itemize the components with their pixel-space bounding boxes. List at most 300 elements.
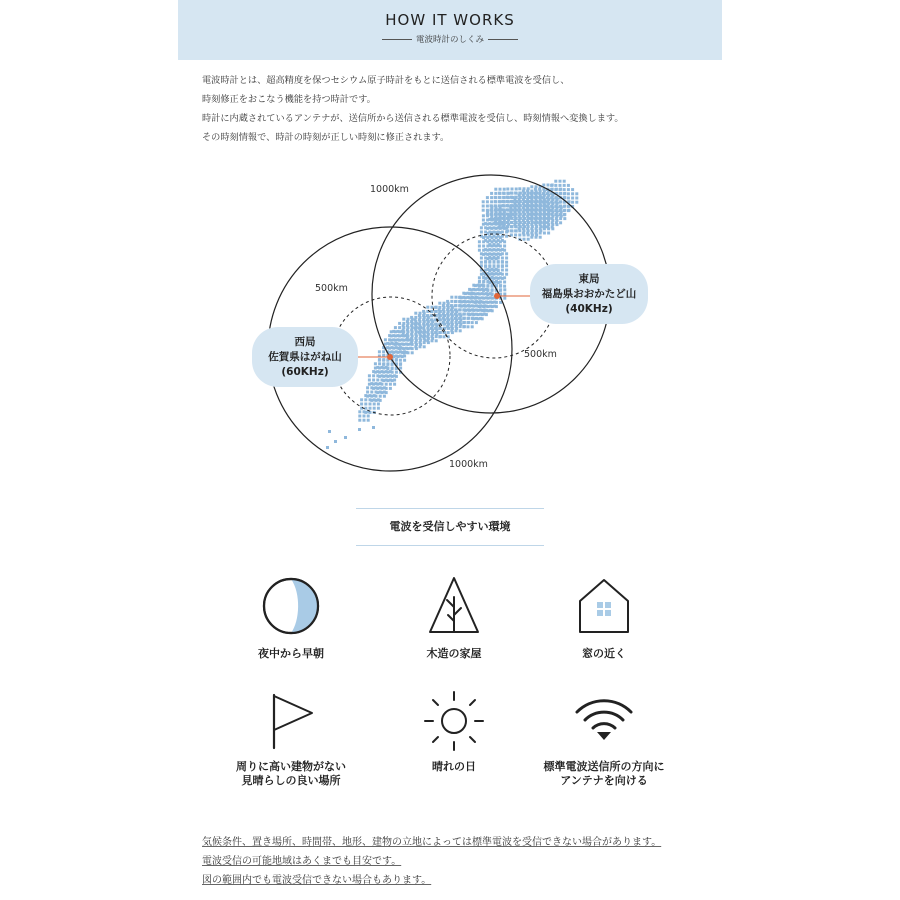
- map-dot: [450, 304, 453, 307]
- map-dot: [446, 321, 449, 324]
- map-dot: [499, 236, 502, 239]
- map-dot: [559, 200, 562, 203]
- map-dot: [487, 301, 490, 304]
- map-dot: [486, 276, 489, 279]
- map-dot: [367, 415, 370, 418]
- intro-line: その時刻情報で、時計の時刻が正しい時刻に修正されます。: [202, 132, 450, 143]
- map-dot: [499, 231, 502, 234]
- west-station-marker: [387, 354, 393, 360]
- map-dot: [484, 231, 487, 234]
- map-dot: [547, 215, 550, 218]
- map-dot: [526, 219, 529, 222]
- map-dot: [487, 280, 490, 283]
- map-dot: [427, 341, 430, 344]
- map-dot: [518, 238, 521, 241]
- map-dot: [491, 284, 494, 287]
- map-dot: [459, 317, 462, 320]
- map-dot: [390, 339, 393, 342]
- map-dot: [518, 206, 521, 209]
- map-dot: [530, 219, 533, 222]
- map-dot: [447, 327, 450, 330]
- map-dot: [488, 244, 491, 247]
- map-dot: [419, 330, 422, 333]
- east-station-marker: [494, 293, 500, 299]
- map-dot: [543, 219, 546, 222]
- map-dot: [503, 209, 506, 212]
- map-dot: [531, 221, 534, 224]
- map-dot: [463, 304, 466, 307]
- map-dot: [414, 327, 417, 330]
- map-dot: [423, 345, 426, 348]
- map-dot: [495, 223, 498, 226]
- map-dot: [431, 329, 434, 332]
- map-dot: [368, 379, 371, 382]
- map-dot: [462, 317, 465, 320]
- map-dot: [535, 229, 538, 232]
- map-dot: [467, 296, 470, 299]
- map-dot: [438, 302, 441, 305]
- sun-icon: [423, 690, 485, 752]
- map-dot: [468, 296, 471, 299]
- map-dot: [398, 343, 401, 346]
- map-dot: [484, 273, 487, 276]
- map-dot: [467, 317, 470, 320]
- map-dot: [511, 217, 514, 220]
- map-dot: [395, 359, 398, 362]
- map-dot: [514, 229, 517, 232]
- map-dot: [434, 310, 437, 313]
- map-dot: [535, 213, 538, 216]
- map-dot: [547, 213, 550, 216]
- tip-sunny-day-label: 晴れの日: [432, 760, 476, 773]
- map-dot: [488, 269, 491, 272]
- map-dot: [502, 221, 505, 224]
- map-dot: [490, 223, 493, 226]
- map-dot: [543, 194, 546, 197]
- map-dot: [535, 219, 538, 222]
- map-dot: [477, 301, 480, 304]
- map-dot: [494, 188, 497, 191]
- map-dot: [514, 211, 517, 214]
- map-dot: [415, 339, 418, 342]
- map-dot: [386, 346, 389, 349]
- map-dot: [522, 202, 525, 205]
- map-dot: [459, 304, 462, 307]
- map-dot: [499, 289, 502, 292]
- map-dot: [467, 313, 470, 316]
- map-dot: [378, 355, 381, 358]
- map-dot: [470, 297, 473, 300]
- map-dot: [493, 231, 496, 234]
- map-dot: [438, 331, 441, 334]
- map-dot: [411, 318, 414, 321]
- map-dot: [539, 198, 542, 201]
- map-dot: [499, 227, 502, 230]
- map-dot: [387, 362, 390, 365]
- map-dot: [506, 204, 509, 207]
- map-dot: [542, 188, 545, 191]
- map-dot: [406, 324, 409, 327]
- map-dot: [366, 386, 369, 389]
- map-dot: [514, 221, 517, 224]
- map-dot: [402, 330, 405, 333]
- map-dot: [378, 375, 381, 378]
- map-dot: [455, 327, 458, 330]
- map-dot: [542, 200, 545, 203]
- map-dot: [363, 419, 366, 422]
- map-dot: [503, 210, 506, 213]
- map-dot: [464, 309, 467, 312]
- tip-near-window-label: 窓の近く: [582, 647, 626, 660]
- map-dot: [506, 230, 509, 233]
- map-dot: [410, 329, 413, 332]
- map-dot: [484, 269, 487, 272]
- map-dot: [497, 281, 500, 284]
- page-subtitle-text: 電波時計のしくみ: [415, 35, 484, 45]
- map-dot: [447, 302, 450, 305]
- map-dot: [372, 379, 375, 382]
- map-dot: [486, 219, 489, 222]
- map-dot: [535, 211, 538, 214]
- map-dot: [483, 313, 486, 316]
- map-dot: [543, 206, 546, 209]
- map-dot: [519, 221, 522, 224]
- map-dot: [514, 206, 517, 209]
- map-dot: [543, 227, 546, 230]
- map-dot: [502, 200, 505, 203]
- map-dot: [426, 314, 429, 317]
- note-line: 気候条件、置き場所、時間帯、地形、建物の立地によっては標準電波を受信できない場合があります。: [202, 837, 662, 848]
- map-dot: [490, 196, 493, 199]
- map-dot: [498, 209, 501, 212]
- map-dot: [511, 188, 514, 191]
- map-dot: [488, 256, 491, 259]
- map-dot: [384, 343, 387, 346]
- map-dot: [402, 318, 405, 321]
- map-dot: [472, 284, 475, 287]
- map-dot: [377, 403, 380, 406]
- map-dot: [435, 323, 438, 326]
- map-dot: [493, 301, 496, 304]
- map-dot: [493, 305, 496, 308]
- map-dot: [486, 289, 489, 292]
- map-dot: [419, 337, 422, 340]
- map-dot: [510, 229, 513, 232]
- map-dot: [493, 269, 496, 272]
- map-dot: [446, 300, 449, 303]
- map-dot: [494, 196, 497, 199]
- tip-antenna-direction-label: 標準電波送信所の方向に アンテナを向ける: [543, 760, 665, 787]
- map-dot: [395, 363, 398, 366]
- map-dot: [539, 200, 542, 203]
- map-dot: [535, 198, 538, 201]
- map-dot: [430, 310, 433, 313]
- map-dot: [431, 331, 434, 334]
- map-dot: [464, 292, 467, 295]
- map-dot: [531, 192, 534, 195]
- map-dot: [554, 197, 557, 200]
- map-dot: [498, 221, 501, 224]
- map-dot: [478, 297, 481, 300]
- map-dot: [489, 301, 492, 304]
- map-dot: [482, 305, 485, 308]
- map-dot: [499, 285, 502, 288]
- map-dot: [488, 281, 491, 284]
- map-dot: [370, 395, 373, 398]
- map-dot: [450, 321, 453, 324]
- map-dot: [471, 308, 474, 311]
- map-dot: [490, 214, 493, 217]
- map-dot: [486, 240, 489, 243]
- map-dot: [515, 217, 518, 220]
- map-dot: [401, 355, 404, 358]
- map-dot: [542, 197, 545, 200]
- map-dot: [401, 351, 404, 354]
- map-dot: [391, 367, 394, 370]
- map-dot: [438, 319, 441, 322]
- map-dot: [503, 249, 506, 252]
- map-dot: [378, 362, 381, 365]
- map-dot: [438, 323, 441, 326]
- map-dot: [498, 213, 501, 216]
- map-dot: [423, 312, 426, 315]
- map-dot: [514, 196, 517, 199]
- map-dot: [414, 337, 417, 340]
- map-dot: [499, 206, 502, 209]
- map-dot: [526, 194, 529, 197]
- map-dot: [488, 248, 491, 251]
- map-dot: [373, 411, 376, 414]
- map-dot: [543, 198, 546, 201]
- map-dot: [482, 253, 485, 256]
- map-dot: [477, 296, 480, 299]
- map-dot: [419, 343, 422, 346]
- map-dot: [443, 319, 446, 322]
- map-dot: [374, 371, 377, 374]
- map-dot: [370, 391, 373, 394]
- map-dot: [501, 231, 504, 234]
- map-dot: [499, 192, 502, 195]
- map-dot: [497, 208, 500, 211]
- map-dot: [497, 277, 500, 280]
- map-dot: [559, 221, 562, 224]
- map-dot: [439, 335, 442, 338]
- map-dot: [547, 223, 550, 226]
- map-dot: [467, 313, 470, 316]
- map-dot: [531, 234, 534, 237]
- map-dot: [523, 217, 526, 220]
- map-dot: [472, 301, 475, 304]
- map-dot: [364, 403, 367, 406]
- map-dot: [482, 285, 485, 288]
- map-dot: [509, 206, 512, 209]
- intro-line: 時刻修正をおこなう機能を持つ時計です。: [202, 94, 376, 105]
- map-dot: [506, 196, 509, 199]
- map-dot: [547, 206, 550, 209]
- map-dot: [551, 223, 554, 226]
- map-dot: [522, 194, 525, 197]
- map-dot: [369, 411, 372, 414]
- map-dot: [503, 276, 506, 279]
- map-dot: [495, 289, 498, 292]
- map-dot: [488, 231, 491, 234]
- map-dot: [393, 379, 396, 382]
- map-dot: [394, 326, 397, 329]
- map-dot: [551, 213, 554, 216]
- map-dot: [471, 296, 474, 299]
- map-dot: [447, 323, 450, 326]
- map-dot: [427, 316, 430, 319]
- east-station-name: 東局: [578, 273, 600, 285]
- map-dot: [419, 326, 422, 329]
- map-dot: [462, 321, 465, 324]
- map-dot: [389, 383, 392, 386]
- map-dot: [375, 382, 378, 385]
- map-dot: [411, 322, 414, 325]
- map-dot: [467, 325, 470, 328]
- page-title: HOW IT WORKS: [385, 11, 515, 29]
- map-dot: [493, 257, 496, 260]
- map-dot: [535, 202, 538, 205]
- map-dot: [551, 198, 554, 201]
- map-dot: [531, 200, 534, 203]
- map-dot: [539, 202, 542, 205]
- map-dot: [503, 217, 506, 220]
- map-dot: [550, 192, 553, 195]
- map-dot: [563, 188, 566, 191]
- map-dot: [410, 324, 413, 327]
- map-dot: [488, 239, 491, 242]
- map-dot: [497, 222, 500, 225]
- map-dot: [523, 204, 526, 207]
- map-dot: [506, 225, 509, 228]
- map-dot: [510, 225, 513, 228]
- map-dot: [389, 387, 392, 390]
- map-dot: [506, 200, 509, 203]
- map-dot: [391, 362, 394, 365]
- map-dot: [490, 231, 493, 234]
- map-dot: [502, 225, 505, 228]
- map-dot: [395, 350, 398, 353]
- range-label-east-500km: 500km: [524, 349, 557, 360]
- map-dot: [484, 235, 487, 238]
- map-dot: [462, 296, 465, 299]
- map-dot: [489, 309, 492, 312]
- map-dot: [374, 367, 377, 370]
- map-dot: [538, 213, 541, 216]
- map-dot: [463, 313, 466, 316]
- map-dot: [491, 293, 494, 296]
- map-dot: [554, 209, 557, 212]
- map-dot: [419, 345, 422, 348]
- map-dot: [550, 205, 553, 208]
- map-dot: [495, 257, 498, 260]
- map-dot: [419, 341, 422, 344]
- map-dot: [535, 200, 538, 203]
- map-dot: [547, 219, 550, 222]
- map-dot: [493, 296, 496, 299]
- map-dot: [497, 257, 500, 260]
- map-dot: [490, 206, 493, 209]
- map-dot: [385, 370, 388, 373]
- map-dot: [544, 208, 547, 211]
- map-dot: [538, 217, 541, 220]
- map-dot: [555, 192, 558, 195]
- map-dot: [468, 305, 471, 308]
- map-dot: [376, 383, 379, 386]
- map-dot: [526, 227, 529, 230]
- map-dot: [499, 223, 502, 226]
- map-dot: [480, 264, 483, 267]
- west-station-callout: [252, 327, 358, 387]
- map-dot: [543, 223, 546, 226]
- map-dot: [410, 316, 413, 319]
- map-dot: [535, 225, 538, 228]
- map-dot: [527, 238, 530, 241]
- map-dot: [503, 196, 506, 199]
- map-dot: [398, 335, 401, 338]
- map-dot: [495, 272, 498, 275]
- map-dot: [539, 236, 542, 239]
- map-dot: [369, 403, 372, 406]
- map-dot: [486, 236, 489, 239]
- map-dot: [563, 184, 566, 187]
- map-dot: [463, 300, 466, 303]
- map-dot: [369, 407, 372, 410]
- map-dot: [538, 209, 541, 212]
- map-dot: [547, 188, 550, 191]
- map-dot: [563, 192, 566, 195]
- map-dot: [414, 329, 417, 332]
- map-dot: [415, 347, 418, 350]
- map-dot: [491, 276, 494, 279]
- map-dot: [431, 327, 434, 330]
- map-dot: [539, 194, 542, 197]
- map-dot: [443, 314, 446, 317]
- map-dot: [459, 313, 462, 316]
- map-dot: [493, 265, 496, 268]
- map-dot: [515, 209, 518, 212]
- map-dot: [370, 399, 373, 402]
- map-dot: [385, 387, 388, 390]
- map-dot: [385, 366, 388, 369]
- map-dot: [530, 190, 533, 193]
- map-dot: [491, 301, 494, 304]
- map-dot: [439, 310, 442, 313]
- map-dot: [409, 343, 412, 346]
- map-dot: [546, 197, 549, 200]
- map-dot: [543, 215, 546, 218]
- map-dot: [381, 366, 384, 369]
- map-dot: [482, 249, 485, 252]
- map-dot: [471, 313, 474, 316]
- map-dot: [411, 335, 414, 338]
- map-dot: [514, 217, 517, 220]
- map-dot: [382, 379, 385, 382]
- map-dot: [501, 265, 504, 268]
- map-dot: [407, 343, 410, 346]
- map-dot: [481, 301, 484, 304]
- map-dot: [460, 305, 463, 308]
- map-dot: [389, 374, 392, 377]
- map-dot: [546, 188, 549, 191]
- map-dot: [515, 200, 518, 203]
- map-dot: [474, 297, 477, 300]
- map-dot: [505, 261, 508, 264]
- map-dot: [472, 288, 475, 291]
- map-dot: [493, 222, 496, 225]
- map-dot: [502, 192, 505, 195]
